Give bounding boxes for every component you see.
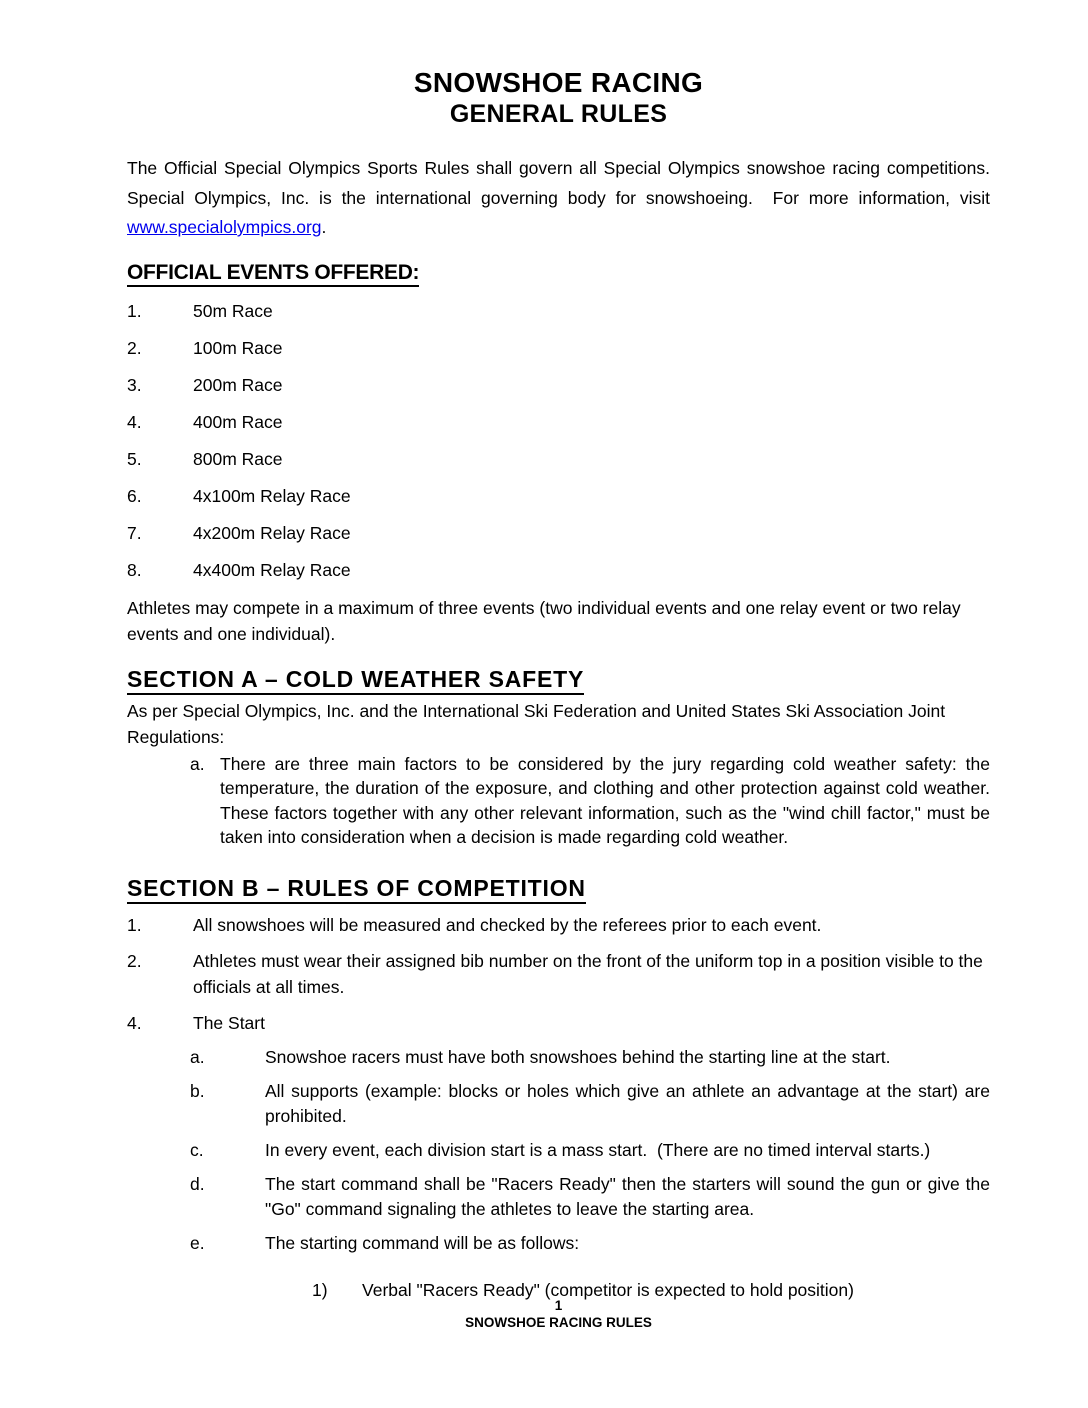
section-a-heading: SECTION A – COLD WEATHER SAFETY bbox=[127, 665, 990, 693]
document-title: SNOWSHOE RACING bbox=[413, 67, 704, 98]
command-text: Verbal "Racers Ready" (competitor is expected to hold position) bbox=[362, 1279, 854, 1300]
event-list-item bbox=[127, 337, 990, 360]
subitem-letter: b. bbox=[190, 1080, 205, 1101]
rule-number: 4. bbox=[127, 1012, 142, 1033]
event-number: 8. bbox=[127, 560, 142, 580]
document-content bbox=[127, 0, 990, 1303]
event-number: 3. bbox=[127, 375, 142, 395]
intro-text: The Official Special Olympics Sports Rules shall govern all Special Olympics snowshoe racing competitions. Special Olympics, Inc. is the international governing body for snowshoeing. For more information, visit bbox=[127, 158, 990, 208]
event-number: 4. bbox=[127, 412, 142, 432]
start-subitem bbox=[190, 1172, 990, 1222]
event-list-item bbox=[127, 374, 990, 397]
event-list-item bbox=[127, 448, 990, 471]
event-label: 4x400m Relay Race bbox=[193, 560, 351, 580]
event-label: 200m Race bbox=[193, 375, 283, 395]
item-text: There are three main factors to be considered by the jury regarding cold weather safety: the temperature, the duration of the exposure, and clothing and other protection against cold weather. These factors together with any other relevant information, such as the "wind chill factor," must be taken into consideration when a decision is made regarding cold weather. bbox=[220, 753, 990, 847]
subitem-text: Snowshoe racers must have both snowshoes behind the starting line at the start. bbox=[265, 1046, 891, 1067]
event-list-item bbox=[127, 522, 990, 545]
start-subitem bbox=[190, 1045, 990, 1070]
rule-item bbox=[127, 1010, 990, 1036]
page-footer bbox=[127, 1298, 990, 1331]
rule-number: 1. bbox=[127, 914, 142, 935]
page-number: 1 bbox=[554, 1298, 563, 1313]
event-label: 800m Race bbox=[193, 449, 283, 469]
intro-paragraph bbox=[127, 154, 990, 243]
event-number: 2. bbox=[127, 338, 142, 358]
event-list-item bbox=[127, 411, 990, 434]
subitem-letter: e. bbox=[190, 1232, 205, 1253]
rule-text: Athletes must wear their assigned bib number on the front of the uniform top in a position visible to the officials at all times. bbox=[193, 950, 983, 997]
section-a-intro: As per Special Olympics, Inc. and the International Ski Federation and United States Ski Association Joint Regulations: bbox=[127, 700, 946, 747]
event-number: 1. bbox=[127, 301, 142, 321]
footer-label: SNOWSHOE RACING RULES bbox=[465, 1314, 652, 1330]
item-letter: a. bbox=[190, 753, 205, 774]
section-b-heading: SECTION B – RULES OF COMPETITION bbox=[127, 874, 990, 902]
subitem-text: In every event, each division start is a mass start. (There are no timed interval starts.) bbox=[265, 1139, 931, 1160]
rule-item bbox=[127, 912, 990, 938]
event-number: 7. bbox=[127, 523, 142, 543]
start-subitem bbox=[190, 1079, 990, 1129]
subitem-letter: a. bbox=[190, 1046, 205, 1067]
event-label: 4x100m Relay Race bbox=[193, 486, 351, 506]
event-list-item bbox=[127, 300, 990, 323]
rule-text: The Start bbox=[193, 1012, 265, 1033]
event-list-item bbox=[127, 485, 990, 508]
event-number: 6. bbox=[127, 486, 142, 506]
rule-text: All snowshoes will be measured and checked by the referees prior to each event. bbox=[193, 914, 822, 935]
events-note: Athletes may compete in a maximum of three events (two individual events and one relay event or two relay events and one individual). bbox=[127, 598, 961, 644]
subitem-letter: c. bbox=[190, 1139, 204, 1160]
event-label: 4x200m Relay Race bbox=[193, 523, 351, 543]
subitem-text: The start command shall be "Racers Ready" then the starters will sound the gun or give the "Go" command signaling the athletes to leave the starting area. bbox=[265, 1173, 990, 1219]
events-heading: OFFICIAL EVENTS OFFERED: bbox=[127, 260, 990, 286]
special-olympics-link[interactable]: www.specialolympics.org bbox=[127, 217, 322, 237]
subitem-text: The starting command will be as follows: bbox=[265, 1232, 580, 1253]
intro-text-after-link: . bbox=[321, 217, 327, 237]
event-label: 400m Race bbox=[193, 412, 283, 432]
command-number: 1) bbox=[312, 1279, 328, 1300]
subitem-text: All supports (example: blocks or holes which give an athlete an advantage at the start) are prohibited. bbox=[265, 1080, 990, 1126]
rule-number: 2. bbox=[127, 950, 142, 971]
rule-item bbox=[127, 948, 990, 1000]
event-label: 50m Race bbox=[193, 301, 273, 321]
start-subitem bbox=[190, 1231, 990, 1256]
event-list-item bbox=[127, 559, 990, 582]
event-number: 5. bbox=[127, 449, 142, 469]
event-label: 100m Race bbox=[193, 338, 283, 358]
subitem-letter: d. bbox=[190, 1173, 205, 1194]
section-a-item bbox=[190, 752, 990, 850]
start-subitem bbox=[190, 1138, 990, 1163]
document-subtitle: GENERAL RULES bbox=[449, 100, 668, 128]
